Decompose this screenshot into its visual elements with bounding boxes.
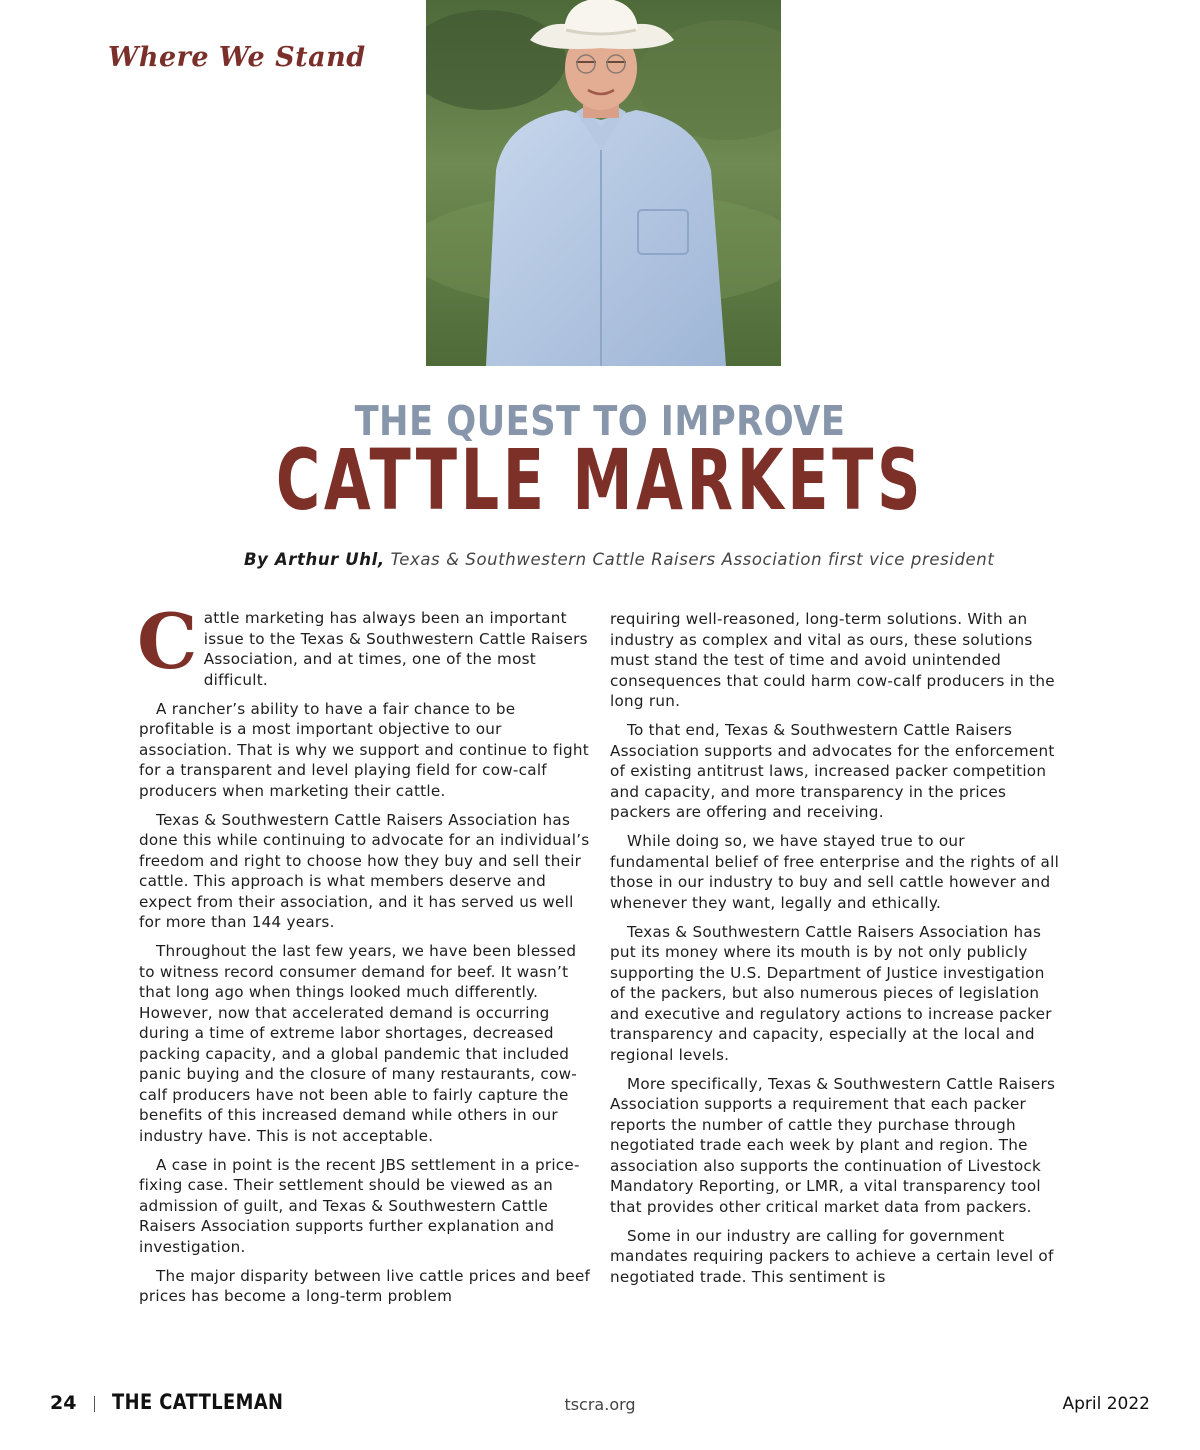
article-column-left: [137, 597, 591, 1315]
paragraph: Some in our industry are calling for government mandates requiring packers to achieve a certain level of negotiated trade. This sentiment is: [610, 1226, 1054, 1286]
paragraph: More specifically, Texas & Southwestern Cattle Raisers Association supports a requirement that each packer reports the number of cattle they purchase through negotiated trade each week by plant and region. The association also supports the continuation of Livestock Mandatory Reporting, or LMR, a vital transparency tool that provides other critical market data from packers.: [610, 1074, 1056, 1216]
issue-date: April 2022: [1062, 1394, 1150, 1414]
article-column-right: [610, 609, 1062, 1296]
paragraph: The major disparity between live cattle prices and beef prices has become a long-term problem: [139, 1266, 591, 1305]
drop-cap: C: [137, 597, 198, 686]
paragraph: To that end, Texas & Southwestern Cattle Raisers Association supports and advocates for the enforcement of existing antitrust laws, increased packer competition and capacity, and more transparency in the prices packers are offering and receiving.: [610, 721, 1055, 821]
paragraph: A rancher’s ability to have a fair chance to be profitable is a most important objective to our association. That is why we support and continue to fight for a transparent and level playing field for cow-calf producers when marketing their cattle.: [139, 699, 589, 800]
byline: [244, 550, 1144, 569]
website-url: tscra.org: [564, 1395, 636, 1414]
paragraph: Texas & Southwestern Cattle Raisers Association has put its money where its mouth is by not only publicly supporting the U.S. Department of Justice investigation of the packers, but also numerous pieces of legislation and executive and regulatory actions to increase packer transparency and capacity, especially at the local and regional levels.: [610, 922, 1052, 1064]
author-photo: [426, 0, 781, 366]
article-kicker: THE QUEST TO IMPROVE: [354, 397, 846, 445]
magazine-name: THE CATTLEMAN: [112, 1390, 284, 1414]
paragraph: requiring well-reasoned, long-term solutions. With an industry as complex and vital as ours, these solutions must stand the test of time and avoid unintended consequences that could harm cow-calf producers in the long run.: [610, 610, 1055, 710]
section-label: Where We Stand: [108, 42, 366, 73]
paragraph-text: attle marketing has always been an important issue to the Texas & Southwestern Cattle Raisers Association, and at times, one of the most difficult.: [203, 609, 588, 689]
article-title: CATTLE MARKETS: [275, 431, 925, 529]
byline-author: By Arthur Uhl,: [244, 550, 385, 569]
byline-role: Texas & Southwestern Cattle Raisers Association first vice president: [390, 550, 995, 569]
paragraph: While doing so, we have stayed true to our fundamental belief of free enterprise and the rights of all those in our industry to buy and sell cattle however and whenever they want, legally and ethically.: [610, 832, 1060, 912]
paragraph: A case in point is the recent JBS settlement in a price-fixing case. Their settlement should be viewed as an admission of guilt, and Texas & Southwestern Cattle Raisers Association supports further explanation and investigation.: [139, 1155, 580, 1256]
paragraph: [137, 597, 591, 690]
paragraph: Throughout the last few years, we have been blessed to witness record consumer demand for beef. It wasn’t that long ago when things looked much differently. However, now that accelerated demand is occurring during a time of extreme labor shortages, decreased packing capacity, and a global pandemic that included panic buying and the closure of many restaurants, cow-calf producers have not been able to fairly capture the benefits of this increased demand while others in our industry have. This is not acceptable.: [139, 942, 577, 1145]
paragraph: Texas & Southwestern Cattle Raisers Association has done this while continuing to advocate for an individual’s freedom and right to choose how they buy and sell their cattle. This approach is what members deserve and expect from their association, and it has served us well for more than 144 years.: [139, 810, 590, 931]
page-number: 24: [50, 1392, 77, 1414]
